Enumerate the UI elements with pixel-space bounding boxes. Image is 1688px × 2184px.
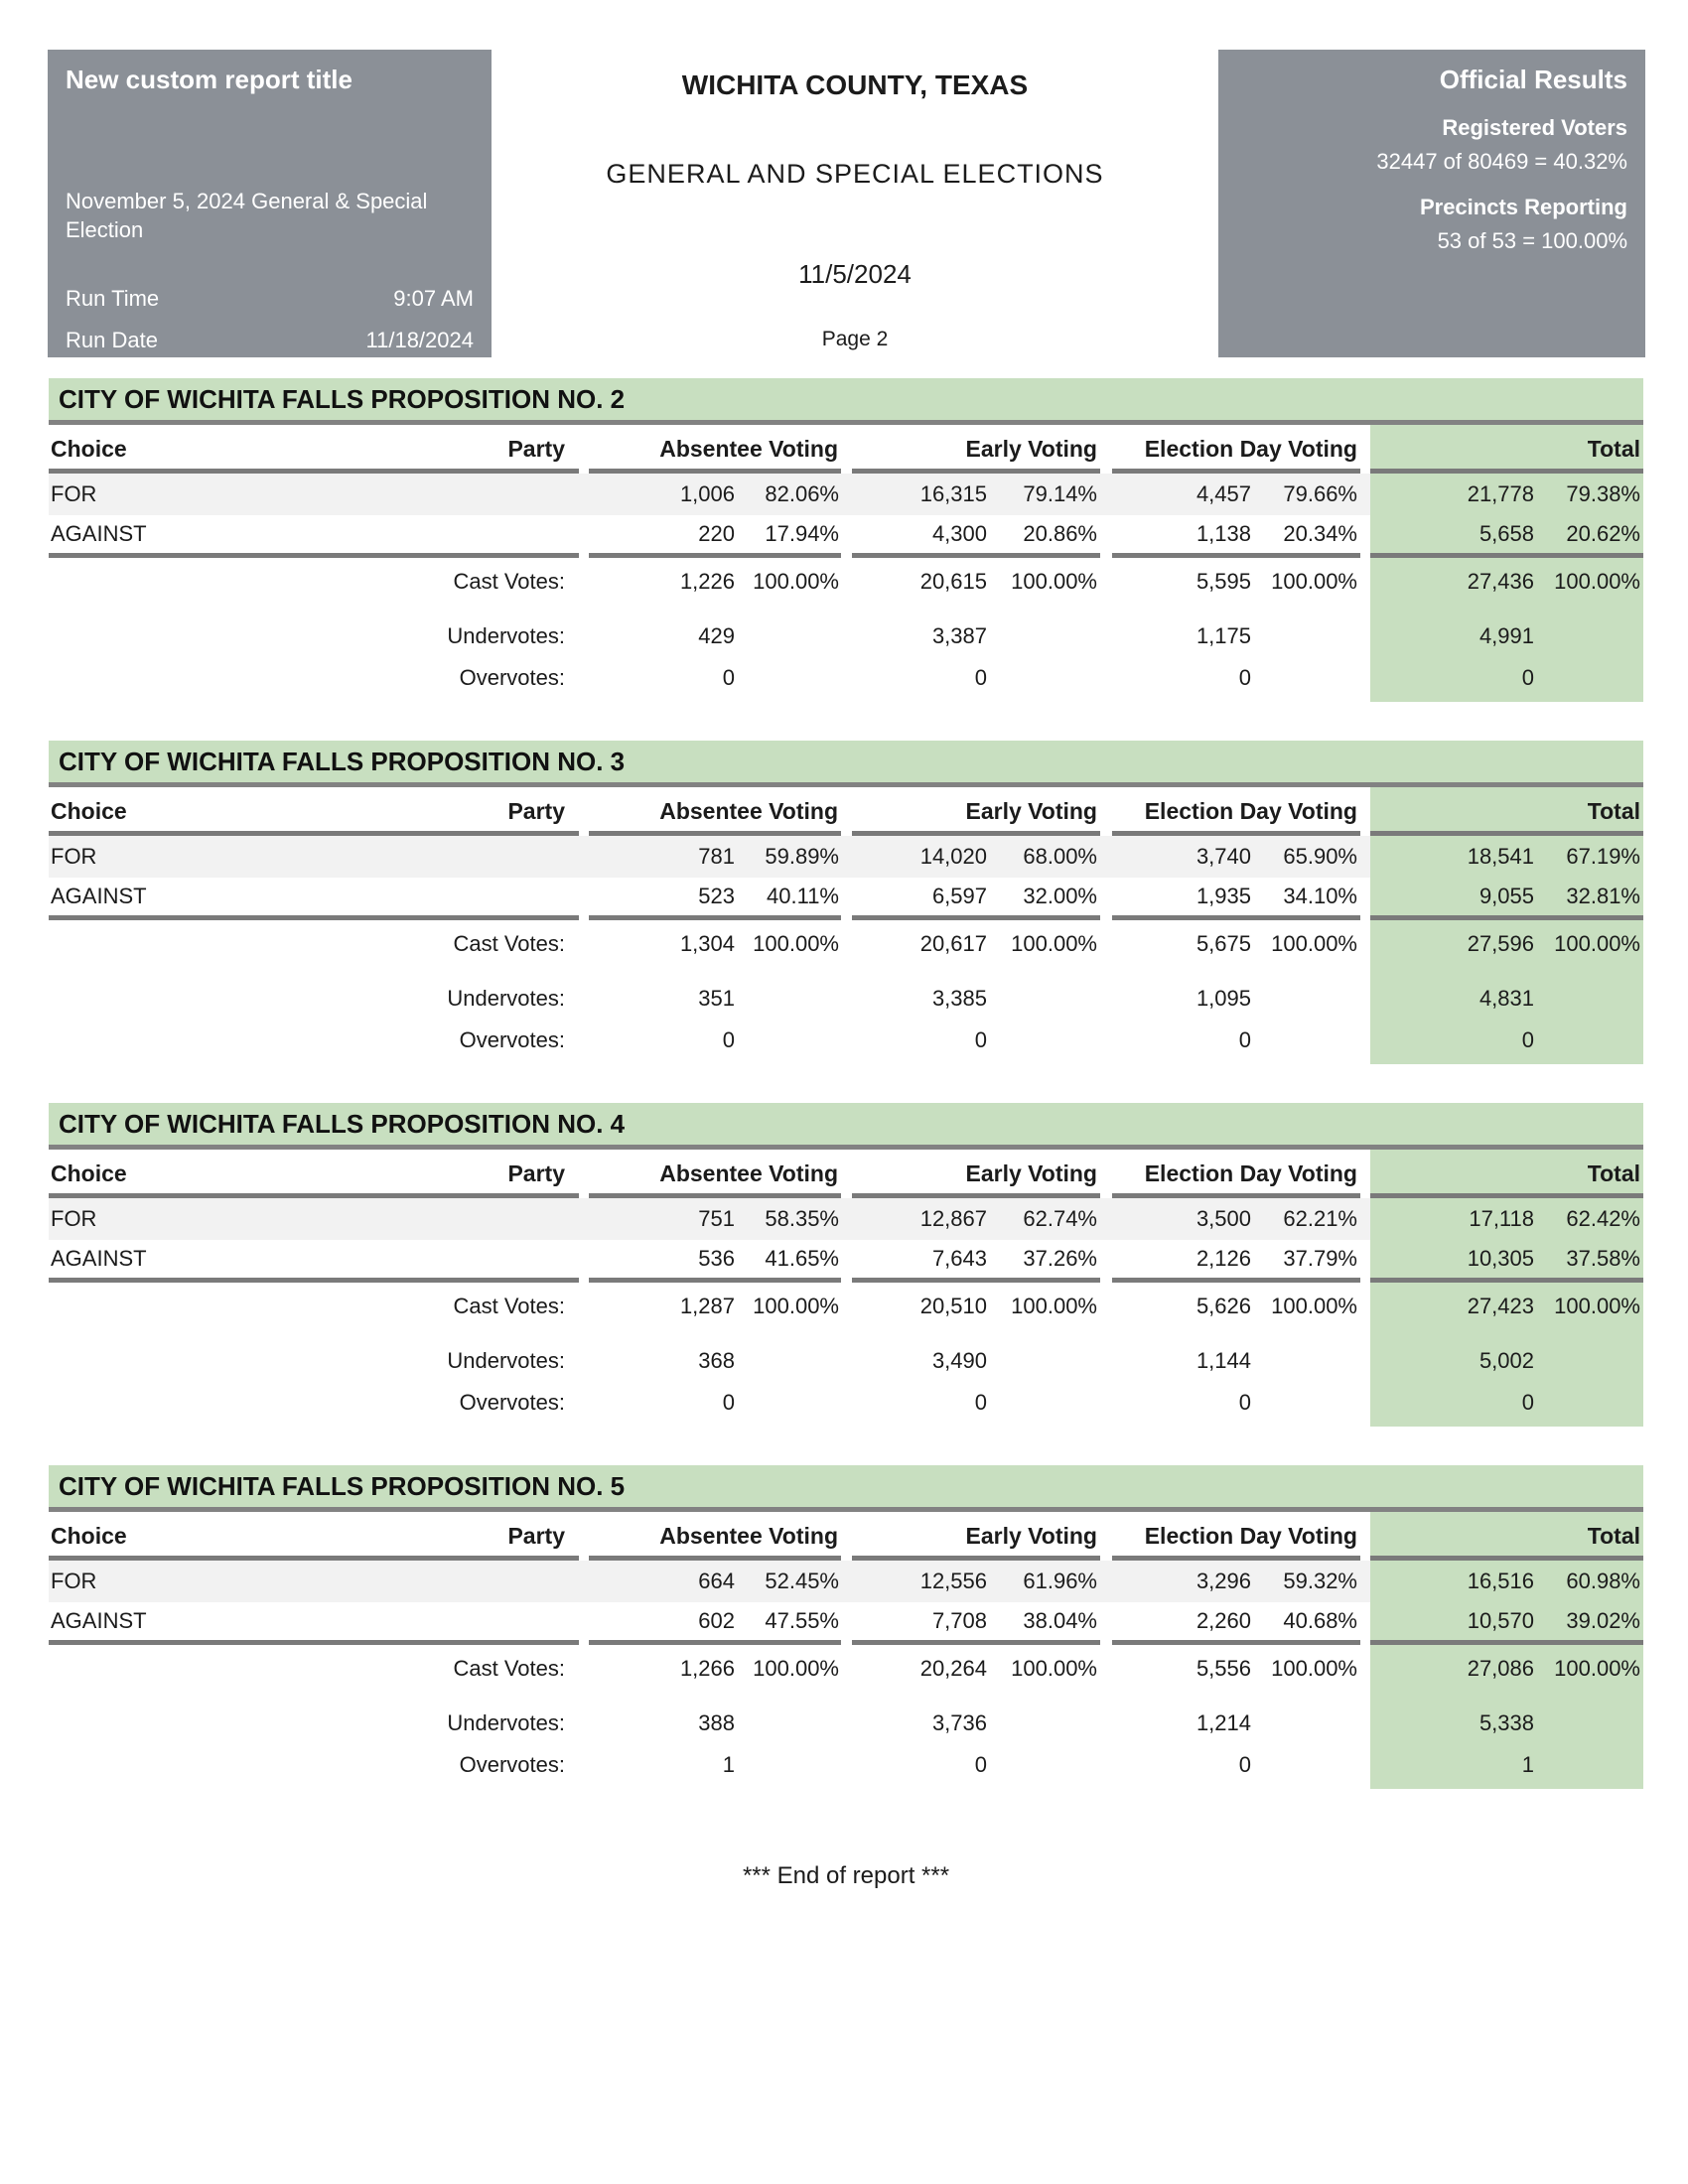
absentee-count: 429 — [698, 623, 735, 648]
early-count: 12,556 — [919, 1569, 987, 1593]
eday-count: 2,260 — [1196, 1608, 1251, 1633]
undervotes-label: Undervotes: — [447, 986, 565, 1011]
eday-pct — [1251, 986, 1360, 1012]
cast-votes-label: Cast Votes: — [453, 1656, 565, 1681]
total-pct: 60.98% — [1566, 1569, 1640, 1593]
row-undervotes — [49, 615, 1643, 657]
total-pct: 100.00% — [1554, 1656, 1640, 1681]
absentee-pct: 40.11% — [767, 884, 839, 908]
header-group-early — [852, 1523, 1100, 1550]
total-pct — [1534, 986, 1643, 1012]
early-pct: 37.26% — [1023, 1246, 1097, 1271]
row-undervotes — [49, 1703, 1643, 1744]
total-count: 0 — [1521, 665, 1534, 690]
eday-pct: 34.10% — [1283, 884, 1357, 908]
early-count: 3,385 — [931, 986, 987, 1011]
header-group-choice-party — [49, 436, 579, 463]
total-pct: 32.81% — [1566, 884, 1640, 908]
early-count: 20,617 — [919, 931, 987, 956]
absentee-count: 1 — [722, 1752, 735, 1777]
col-header-party: Party — [507, 1160, 565, 1186]
run-time-value: 9:07 AM — [393, 286, 474, 311]
early-pct: 68.00% — [1023, 844, 1097, 869]
row-undervotes — [49, 1340, 1643, 1382]
absentee-count: 1,226 — [679, 569, 735, 594]
absentee-pct: 100.00% — [753, 1656, 839, 1681]
choice-label: FOR — [51, 1206, 97, 1231]
overvotes-label: Overvotes: — [459, 1390, 565, 1415]
run-date-row — [66, 328, 474, 353]
col-header-total: Total — [1587, 1523, 1640, 1549]
header-group-total — [1370, 798, 1643, 825]
eday-pct — [1251, 1390, 1360, 1416]
choice-label: AGAINST — [51, 1608, 147, 1633]
row-overvotes — [49, 1744, 1643, 1786]
eday-pct — [1251, 665, 1360, 691]
header-group-total — [1370, 1160, 1643, 1187]
early-pct: 38.04% — [1023, 1608, 1097, 1633]
col-header-early: Early Voting — [965, 1523, 1097, 1549]
total-count: 0 — [1521, 1027, 1534, 1052]
proposition-2-section — [49, 378, 1643, 702]
row-for — [49, 474, 1643, 515]
col-header-election-day: Election Day Voting — [1144, 436, 1357, 462]
run-time-row — [66, 286, 474, 312]
total-pct — [1534, 1710, 1643, 1736]
early-count: 20,510 — [919, 1294, 987, 1318]
row-cast-votes — [49, 920, 1643, 968]
early-count: 20,264 — [919, 1656, 987, 1681]
election-date: 11/5/2024 — [798, 259, 912, 289]
row-for — [49, 1198, 1643, 1240]
section-title: CITY OF WICHITA FALLS PROPOSITION NO. 2 — [59, 383, 626, 414]
header-group-absentee — [589, 436, 841, 463]
party-cell — [385, 884, 579, 909]
undervotes-label: Undervotes: — [447, 623, 565, 648]
header-group-early — [852, 436, 1100, 463]
col-header-election-day: Election Day Voting — [1144, 798, 1357, 824]
early-pct: 62.74% — [1023, 1206, 1097, 1231]
results-table — [49, 787, 1643, 1064]
header-group-absentee — [589, 1160, 841, 1187]
eday-pct: 100.00% — [1271, 1294, 1357, 1318]
registered-voters-value: 32447 of 80469 = 40.32% — [1376, 149, 1627, 174]
party-cell — [385, 481, 579, 507]
eday-count: 5,556 — [1196, 1656, 1251, 1681]
overvotes-label: Overvotes: — [459, 1752, 565, 1777]
early-count: 16,315 — [919, 481, 987, 506]
absentee-pct: 17.94% — [765, 521, 839, 546]
party-cell — [385, 1608, 579, 1634]
row-overvotes — [49, 1020, 1643, 1061]
early-count: 7,643 — [931, 1246, 987, 1271]
col-header-choice: Choice — [51, 1160, 127, 1186]
absentee-pct — [735, 1390, 841, 1416]
party-cell — [385, 844, 579, 870]
choice-label: AGAINST — [51, 884, 147, 908]
eday-pct — [1251, 1710, 1360, 1736]
col-header-party: Party — [507, 798, 565, 824]
total-count: 5,002 — [1478, 1348, 1534, 1373]
early-pct — [987, 665, 1100, 691]
overvotes-label: Overvotes: — [459, 665, 565, 690]
total-pct: 100.00% — [1554, 931, 1640, 956]
registered-voters-label: Registered Voters — [1442, 115, 1627, 140]
absentee-pct — [735, 1710, 841, 1736]
col-header-choice: Choice — [51, 1523, 127, 1549]
early-count: 7,708 — [931, 1608, 987, 1633]
header-group-total — [1370, 436, 1643, 463]
section-title-bar — [49, 1103, 1643, 1145]
total-count: 4,991 — [1478, 623, 1534, 648]
early-count: 0 — [974, 665, 987, 690]
absentee-pct — [735, 1027, 841, 1053]
absentee-pct: 59.89% — [765, 844, 839, 869]
total-pct: 100.00% — [1554, 1294, 1640, 1318]
total-pct — [1534, 1348, 1643, 1374]
undervotes-label: Undervotes: — [447, 1710, 565, 1735]
results-report — [49, 378, 1643, 1828]
eday-pct: 37.79% — [1283, 1246, 1357, 1271]
total-pct: 67.19% — [1566, 844, 1640, 869]
total-count: 27,596 — [1467, 931, 1534, 956]
total-count: 18,541 — [1467, 844, 1534, 869]
total-count: 5,338 — [1478, 1710, 1534, 1735]
early-pct — [987, 1752, 1100, 1778]
cast-votes-label: Cast Votes: — [453, 1294, 565, 1318]
precincts-reporting-value: 53 of 53 = 100.00% — [1437, 228, 1627, 253]
eday-count: 3,296 — [1196, 1569, 1251, 1593]
early-pct — [987, 1027, 1100, 1053]
early-pct: 20.86% — [1023, 521, 1097, 546]
table-header-row — [49, 787, 1643, 831]
header-group-election-day — [1112, 1523, 1360, 1550]
page-header — [48, 50, 1645, 357]
early-count: 3,490 — [931, 1348, 987, 1373]
header-group-absentee — [589, 1523, 841, 1550]
section-title: CITY OF WICHITA FALLS PROPOSITION NO. 3 — [59, 746, 626, 776]
total-pct — [1534, 1752, 1643, 1778]
header-group-choice-party — [49, 1160, 579, 1187]
header-center — [492, 50, 1218, 357]
total-count: 17,118 — [1469, 1206, 1534, 1231]
early-pct: 100.00% — [1011, 569, 1097, 594]
absentee-pct: 100.00% — [753, 931, 839, 956]
eday-count: 1,144 — [1196, 1348, 1251, 1373]
absentee-pct: 100.00% — [753, 1294, 839, 1318]
total-pct: 62.42% — [1566, 1206, 1640, 1231]
eday-count: 3,740 — [1196, 844, 1251, 869]
header-group-total — [1370, 1523, 1643, 1550]
row-against — [49, 515, 1643, 553]
official-results-title: Official Results — [1439, 65, 1627, 94]
absentee-count: 220 — [698, 521, 735, 546]
early-count: 3,387 — [931, 623, 987, 648]
total-count: 27,423 — [1467, 1294, 1534, 1318]
undervotes-label: Undervotes: — [447, 1348, 565, 1373]
row-for — [49, 836, 1643, 878]
section-title-bar — [49, 378, 1643, 420]
col-header-choice: Choice — [51, 798, 127, 824]
absentee-pct: 58.35% — [765, 1206, 839, 1231]
proposition-5-section — [49, 1465, 1643, 1789]
col-header-party: Party — [507, 1523, 565, 1549]
end-of-report: *** End of report *** — [742, 1862, 950, 1889]
results-table — [49, 1512, 1643, 1789]
col-header-absentee: Absentee Voting — [659, 436, 838, 462]
absentee-pct — [735, 986, 841, 1012]
early-pct: 32.00% — [1023, 884, 1097, 908]
early-count: 20,615 — [919, 569, 987, 594]
early-pct: 61.96% — [1023, 1569, 1097, 1593]
eday-count: 1,214 — [1196, 1710, 1251, 1735]
absentee-count: 388 — [698, 1710, 735, 1735]
eday-count: 3,500 — [1196, 1206, 1251, 1231]
eday-pct — [1251, 1027, 1360, 1053]
absentee-pct: 52.45% — [765, 1569, 839, 1593]
absentee-count: 1,006 — [679, 481, 735, 506]
early-pct: 100.00% — [1011, 1656, 1097, 1681]
early-count: 0 — [974, 1027, 987, 1052]
total-count: 0 — [1521, 1390, 1534, 1415]
cast-votes-label: Cast Votes: — [453, 931, 565, 956]
eday-count: 0 — [1238, 1752, 1251, 1777]
table-header-row — [49, 1512, 1643, 1556]
col-header-party: Party — [507, 436, 565, 462]
eday-count: 2,126 — [1196, 1246, 1251, 1271]
total-pct — [1534, 1027, 1643, 1053]
eday-pct: 62.21% — [1283, 1206, 1357, 1231]
party-cell — [385, 1246, 579, 1272]
early-count: 14,020 — [919, 844, 987, 869]
row-against — [49, 1602, 1643, 1640]
run-date-label: Run Date — [66, 328, 158, 352]
absentee-pct — [735, 1348, 841, 1374]
total-count: 1 — [1521, 1752, 1534, 1777]
precincts-reporting-label: Precincts Reporting — [1419, 195, 1627, 219]
eday-count: 1,935 — [1196, 884, 1251, 908]
proposition-4-section — [49, 1103, 1643, 1427]
header-group-election-day — [1112, 1160, 1360, 1187]
choice-label: AGAINST — [51, 1246, 147, 1271]
absentee-count: 368 — [698, 1348, 735, 1373]
col-header-absentee: Absentee Voting — [659, 1523, 838, 1549]
total-count: 10,305 — [1467, 1246, 1534, 1271]
eday-count: 5,675 — [1196, 931, 1251, 956]
absentee-pct — [735, 1752, 841, 1778]
early-pct: 100.00% — [1011, 1294, 1097, 1318]
eday-count: 1,138 — [1196, 521, 1251, 546]
choice-label: FOR — [51, 1569, 97, 1593]
col-header-total: Total — [1587, 436, 1640, 462]
absentee-pct — [735, 665, 841, 691]
total-pct — [1534, 1390, 1643, 1416]
section-title-bar — [49, 741, 1643, 782]
absentee-count: 751 — [698, 1206, 735, 1231]
absentee-pct: 47.55% — [765, 1608, 839, 1633]
run-time-label: Run Time — [66, 286, 160, 311]
section-title-bar — [49, 1465, 1643, 1507]
row-against — [49, 1240, 1643, 1278]
col-header-choice: Choice — [51, 436, 127, 462]
row-overvotes — [49, 657, 1643, 699]
total-pct: 100.00% — [1554, 569, 1640, 594]
early-count: 12,867 — [919, 1206, 987, 1231]
section-title: CITY OF WICHITA FALLS PROPOSITION NO. 5 — [59, 1470, 626, 1501]
header-group-election-day — [1112, 436, 1360, 463]
row-for — [49, 1561, 1643, 1602]
header-group-election-day — [1112, 798, 1360, 825]
results-status-box — [1218, 50, 1645, 357]
eday-count: 1,175 — [1196, 623, 1251, 648]
section-title: CITY OF WICHITA FALLS PROPOSITION NO. 4 — [59, 1108, 626, 1139]
eday-count: 0 — [1238, 665, 1251, 690]
choice-label: AGAINST — [51, 521, 147, 546]
col-header-absentee: Absentee Voting — [659, 1160, 838, 1186]
eday-pct — [1251, 1348, 1360, 1374]
report-info-box — [48, 50, 492, 357]
eday-pct: 65.90% — [1283, 844, 1357, 869]
eday-pct: 20.34% — [1283, 521, 1357, 546]
total-pct: 20.62% — [1566, 521, 1640, 546]
county-title: WICHITA COUNTY, TEXAS — [681, 69, 1029, 100]
col-header-early: Early Voting — [965, 1160, 1097, 1186]
row-cast-votes — [49, 558, 1643, 606]
absentee-pct: 41.65% — [765, 1246, 839, 1271]
absentee-count: 0 — [722, 1390, 735, 1415]
overvotes-label: Overvotes: — [459, 1027, 565, 1052]
early-pct — [987, 1710, 1100, 1736]
cast-votes-label: Cast Votes: — [453, 569, 565, 594]
absentee-count: 1,287 — [679, 1294, 735, 1318]
early-count: 6,597 — [931, 884, 987, 908]
early-pct — [987, 1348, 1100, 1374]
col-header-total: Total — [1587, 1160, 1640, 1186]
absentee-pct: 82.06% — [765, 481, 839, 506]
eday-count: 4,457 — [1196, 481, 1251, 506]
total-pct — [1534, 623, 1643, 649]
absentee-count: 0 — [722, 665, 735, 690]
total-count: 5,658 — [1478, 521, 1534, 546]
total-pct: 79.38% — [1566, 481, 1640, 506]
early-pct: 79.14% — [1023, 481, 1097, 506]
eday-pct: 59.32% — [1283, 1569, 1357, 1593]
eday-pct: 40.68% — [1283, 1608, 1357, 1633]
total-count: 27,086 — [1467, 1656, 1534, 1681]
total-pct — [1534, 665, 1643, 691]
results-table — [49, 425, 1643, 702]
early-count: 3,736 — [931, 1710, 987, 1735]
total-count: 16,516 — [1467, 1569, 1534, 1593]
absentee-count: 1,266 — [679, 1656, 735, 1681]
absentee-count: 536 — [698, 1246, 735, 1271]
table-header-row — [49, 425, 1643, 469]
eday-count: 0 — [1238, 1390, 1251, 1415]
party-cell — [385, 1569, 579, 1594]
eday-count: 5,595 — [1196, 569, 1251, 594]
col-header-early: Early Voting — [965, 436, 1097, 462]
early-pct — [987, 986, 1100, 1012]
election-name: November 5, 2024 General & Special Election — [66, 189, 428, 242]
col-header-election-day: Election Day Voting — [1144, 1160, 1357, 1186]
absentee-pct: 100.00% — [753, 569, 839, 594]
header-group-absentee — [589, 798, 841, 825]
col-header-early: Early Voting — [965, 798, 1097, 824]
col-header-absentee: Absentee Voting — [659, 798, 838, 824]
eday-pct — [1251, 623, 1360, 649]
row-overvotes — [49, 1382, 1643, 1424]
choice-label: FOR — [51, 844, 97, 869]
eday-count: 5,626 — [1196, 1294, 1251, 1318]
run-date-value: 11/18/2024 — [365, 328, 474, 352]
eday-count: 0 — [1238, 1027, 1251, 1052]
row-cast-votes — [49, 1283, 1643, 1330]
absentee-count: 523 — [698, 884, 735, 908]
page-number: Page 2 — [821, 328, 889, 350]
party-cell — [385, 1206, 579, 1232]
total-count: 4,831 — [1478, 986, 1534, 1011]
report-title: New custom report title — [66, 65, 352, 94]
proposition-3-section — [49, 741, 1643, 1064]
total-count: 9,055 — [1478, 884, 1534, 908]
party-cell — [385, 521, 579, 547]
col-header-election-day: Election Day Voting — [1144, 1523, 1357, 1549]
total-count: 27,436 — [1467, 569, 1534, 594]
early-pct — [987, 1390, 1100, 1416]
absentee-pct — [735, 623, 841, 649]
total-pct: 37.58% — [1566, 1246, 1640, 1271]
eday-pct — [1251, 1752, 1360, 1778]
absentee-count: 781 — [698, 844, 735, 869]
eday-pct: 100.00% — [1271, 1656, 1357, 1681]
row-against — [49, 878, 1643, 915]
row-undervotes — [49, 978, 1643, 1020]
early-pct — [987, 623, 1100, 649]
table-header-row — [49, 1150, 1643, 1193]
eday-pct: 100.00% — [1271, 569, 1357, 594]
total-count: 10,570 — [1467, 1608, 1534, 1633]
absentee-count: 351 — [698, 986, 735, 1011]
early-pct: 100.00% — [1011, 931, 1097, 956]
eday-count: 1,095 — [1196, 986, 1251, 1011]
header-group-early — [852, 1160, 1100, 1187]
absentee-count: 664 — [698, 1569, 735, 1593]
early-count: 0 — [974, 1752, 987, 1777]
early-count: 4,300 — [931, 521, 987, 546]
row-cast-votes — [49, 1645, 1643, 1693]
absentee-count: 0 — [722, 1027, 735, 1052]
choice-label: FOR — [51, 481, 97, 506]
total-count: 21,778 — [1467, 481, 1534, 506]
early-count: 0 — [974, 1390, 987, 1415]
election-type: GENERAL AND SPECIAL ELECTIONS — [606, 159, 1104, 189]
header-group-choice-party — [49, 1523, 579, 1550]
eday-pct: 100.00% — [1271, 931, 1357, 956]
absentee-count: 602 — [698, 1608, 735, 1633]
results-table — [49, 1150, 1643, 1427]
header-group-early — [852, 798, 1100, 825]
absentee-count: 1,304 — [679, 931, 735, 956]
col-header-total: Total — [1587, 798, 1640, 824]
total-pct: 39.02% — [1566, 1608, 1640, 1633]
eday-pct: 79.66% — [1283, 481, 1357, 506]
header-group-choice-party — [49, 798, 579, 825]
